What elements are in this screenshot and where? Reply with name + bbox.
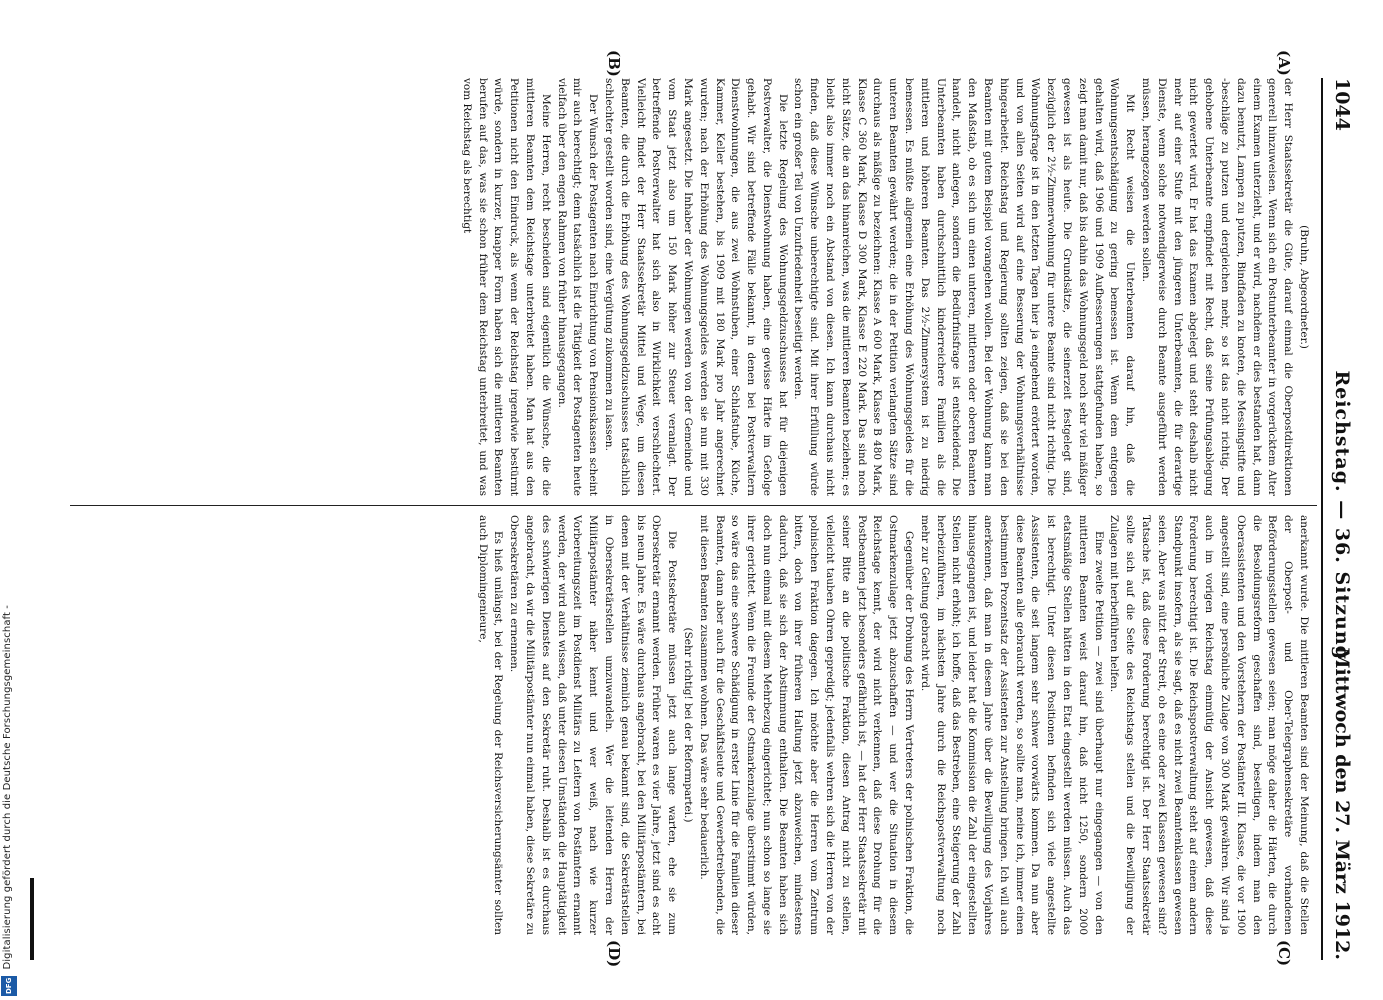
- digitization-strip: [0, 0, 20, 1000]
- page-header: [1329, 78, 1353, 960]
- column-divider: [70, 505, 1317, 506]
- paragraph: der Herr Staatssekretär die Güte, darauf einmal die Oberpostdirektionen generell hinzuweisen. Wenn sich ein Postunterbeamter in vorgerücktem Alter einem Examen unterzieht, und er wird, nachdem er dies bestanden hat, dann dazu benutzt, Lampen zu putzen, Bindfaden zu knoten, die Messingstifte und -beschläge zu putzen und dergleichen mehr, so ist das nicht richtig. Der gehobene Unterbeamte empfindet mit Recht, daß seine Prüfungsablegung nicht gewertet wird. Er hat das Examen abgelegt und steht deshalb nicht mehr auf einer Stufe mit den jüngeren Unterbeamten, die für derartige Dienste, wenn solche notwendigerweise durch Beamte ausgeführt werden müssen, herangezogen werden sollen.: [1140, 78, 1295, 496]
- margin-letter-b: (B): [605, 50, 623, 77]
- document-page: [50, 0, 1383, 1000]
- page-number: 1044: [1331, 78, 1353, 131]
- paragraph: Der Wunsch der Postagenten nach Einrichtung von Pensionskassen scheint mir auch berechtigt; denn tatsächlich ist die Tätigkeit der Postagenten heute vielfach über den engen Rahmen von früher hinausgegangen.: [555, 78, 600, 496]
- margin-letter-c: (C): [1275, 940, 1293, 967]
- speaker-note: (Bruhn, Abgeordneter.): [1298, 225, 1310, 349]
- paragraph: Die letzte Regelung des Wohnungsgeldzuschusses hat für diejenigen Postverwalter, die Dienstwohnung haben, eine gewisse Härte im Gefolge gehabt. Wir sind betreffende Fälle bekannt, in denen bei Postverwaltern Dienstwohnungen, die aus zwei Wohnstuben, einer Schlafstube, Küche, Kammer, Keller bestehen, bis 1909 mit 180 Mark pro Jahr angerechnet wurden; nach der Erhöhung des Wohnungsgeldes werden sie nun mit 330 Mark angesetzt. Die Inhaber der Wohnungen werden von der Gemeinde und vom Staat jetzt also um 150 Mark höher zur Steuer veranlagt. Der betreffende Postverwalter hat sich also in Wirklichkeit verschlechtert. Vielleicht findet der Herr Staatssekretär Mittel und Wege, um diesen Beamten, die durch die Erhöhung des Wohnungsgeldzuschusses tatsächlich schlechter gestellt worden sind, eine Vergütung zukommen zu lassen.: [602, 78, 789, 496]
- paragraph: Mit Recht weisen die Unterbeamten darauf hin, daß die Wohnungsentschädigung zu gering bemessen ist. Wenn dem entgegen gehalten wird, daß 1906 und 1909 Aufbesserungen stattgefunden haben, so zeigt man damit nur, daß bis dahin das Wohnungsgeld noch sehr viel mäßiger gewesen ist als heute. Die Grundsätze, die seinerzeit festgelegt sind, bezüglich der 2½-Zimmerwohnung für untere Beamte sind nicht richtig. Die Wohnungsfrage ist in den letzten Tagen hier ja eingehend erörtert worden, und von allen Seiten wird auf eine Besserung der Wohnungsverhältnisse hingearbeitet. Reichstag und Regierung sollten zeigen, daß sie bei den Beamten mit gutem Beispiel vorangehen wollen. Bei der Wohnung kann man den Maßstab, ob es sich um einen unteren, mittleren oder oberen Beamten handelt, nicht anlegen, sondern die Bedürfnisfrage ist entscheidend. Die Unterbeamten haben durchschnittlich kinderreichere Familien als die mittleren und höheren Beamten. Das 2½-Zimmersystem ist zu niedrig bemessen. Es müßte allgemein eine Erhöhung des Wohnungsgeldes für die unteren Beamten gewährt werden; die in der Petition verlangten Sätze sind durchaus als mäßige zu bezeichnen: Klasse A 600 Mark, Klasse B 480 Mark, Klasse C 360 Mark, Klasse D 300 Mark, Klasse E 220 Mark. Das sind noch nicht Sätze, die an das hinanreichen, was die mittleren Beamten beziehen; es bleibt also immer noch ein Abstand von diesen. Ich kann durchaus nicht finden, daß diese Wünsche unberechtigte sind. Mit ihrer Erfüllung würde schon ein großer Teil von Unzufriedenheit beseitigt werden.: [792, 78, 1137, 496]
- paragraph: Meine Herren, recht bescheiden sind eigentlich die Wünsche, die die mittleren Beamten dem Reichstage unterbreitet haben. Man hat aus den Petitionen nicht den Eindruck, als wenn der Reichstag irgendwie bestürmt würde, sondern in kurzer, knapper Form haben sich die mittleren Beamten berufen auf das, was sie schon früher dem Reichstag unterbreitet, und was vom Reichstag als berechtigt: [460, 78, 552, 496]
- session-title: Reichstag. — 36. Sitzung.: [1331, 370, 1353, 668]
- dfg-logo-icon: DFG: [1, 976, 17, 996]
- paragraph: Gegenüber der Drohung des Herrn Vertreters der polnischen Fraktion, die Ostmarkenzulage jetzt abzuschaffen — und wer die Situation in diesem Reichstage kennt, der wird nicht verkennen, daß diese Drohung für die Postbeamten jetzt besonders gefährlich ist, — hat der Herr Staatssekretär mit seiner Bitte an die politische Fraktion, diesen Antrag nicht zu stellen, vielleicht tauben Ohren gepredigt; jedenfalls wehren sich die Herren von der polnischen Fraktion dagegen. Ich möchte aber die Herren vom Zentrum bitten, doch von ihrer früheren Haltung jetzt abzuweichen, mindestens dadurch, daß sie sich der Abstimmung enthalten. Die Beamten haben sich doch nun einmal mit diesem Mehrbezug eingerichtet; nun schon so lange sie ihrer gerichtet. Wenn die Freunde der Ostmarkenzulage überstimmt würden, so wäre das eine schwere Schädigung in erster Linie für die Familien dieser Beamten, dann aber auch für die Geschäftsleute und Gewerbetreibenden, die mit diesen Beamten zusammen wohnen. Das wäre sehr bedauerlich.: [697, 515, 916, 935]
- margin-letter-d: (D): [605, 940, 623, 968]
- paragraph: Die Postsekretäre müssen jetzt auch lange warten, ehe sie zum Obersekretär ernannt werden. Früher waren es vier Jahre, jetzt sind es acht bis neun Jahre. Es wäre durchaus angebracht, bei den Militärpostämtern, bei denen mit der Verhältnisse ziemlich genau bekannt sind, die Sekretärstellen in Obersekretärstellen umzuwandeln. Wer die leitenden Herren der Militärpostämter näher kennt und wer weiß, nach wie kurzer Vorbereitungszeit im Postdienst Militärs zu Leitern von Postämtern ernannt werden, der wird auch wissen, daß unter diesen Umständen die Hauptätigkeit des schwierigen Dienstes auf den Sekretär ruht. Deshalb ist es durchaus angebracht, da wir die Militärpostämter nun einmal haben, diese Sekretäre zu Obersekretären zu ernennen.: [508, 515, 679, 935]
- paragraph: Eine zweite Petition — zwei sind überhaupt nur eingegangen — von den mittleren Beamten weist darauf hin, daß nicht 1250, sondern 2000 etatsmäßige Stellen hätten in den Etat eingestellt werden müssen. Auch das ist berechtigt. Unter diesen Positionen befinden sich viele angestellte Assistenten, die seit langem sehr schwer vorwärts kommen. Da nun aber diese Beamten alle gebraucht werden, so sollte man, meine ich, immer einen bestimmten Prozentsatz der Assistenten zur Anstellung bringen. Ich will auch anerkennen, daß man in diesem Jahre über die Bewilligung des Vorjahres hinausgegangen ist, und leider hat die Kommission die Zahl der eingestellten Stellen nicht erhöht; ich hoffe, daß das Bestreben, eine Steigerung der Zahl herbeizuführen, im nächsten Jahre durch die Reichspostverwaltung noch mehr zur Geltung gebracht wird.: [918, 515, 1105, 935]
- right-column: [80, 515, 1311, 935]
- header-rule: [1321, 78, 1323, 960]
- margin-letter-a: (A): [1275, 50, 1293, 76]
- session-date: Mittwoch den 27. März 1912.: [1331, 647, 1353, 960]
- left-column: [80, 78, 1311, 496]
- interjection: (Sehr richtig! bei der Reformpartei.): [681, 627, 694, 823]
- digitization-credit: Digitalisierung gefördert durch die Deutsche Forschungsgemeinschaft -: [2, 605, 13, 970]
- paragraph: Es hieß unlängst, bei der Regelung der Reichsversicherungsämter sollten auch Diplomingenieure,: [476, 515, 505, 935]
- paragraph: anerkannt wurde. Die mittleren Beamten sind der Meinung, daß die Stellen der Oberpost- und Ober-Telegraphensekretäre vorhandenen Beförderungsstellen gewesen seien; man möge daher die Härten, die durch die Besoldungsreform geschaffen sind, beseitigen, indem man den Oberassistenten und den Vorstehern der Postämter III. Klasse, die vor 1900 angestellt sind, eine persönliche Zulage von 300 Mark gewähren. Wir sind ja auch im vorigen Reichstag einmütig der Ansicht gewesen, daß diese Forderung berechtigt ist. Die Reichspostverwaltung steht auf einem andern Standpunkt insofern, als sie sagt, daß es nicht zwei Beamtenklassen gewesen seien. Aber was nützt der Streit, ob es eine oder zwei Klassen gewesen sind? Tatsache ist, daß diese Forderung berechtigt ist. Der Herr Staatssekretär sollte sich auf die Seite des Reichstags stellen und die Bewilligung der Zulagen mit herbeiführen helfen.: [1108, 515, 1310, 935]
- page-edge-mark: [30, 878, 34, 960]
